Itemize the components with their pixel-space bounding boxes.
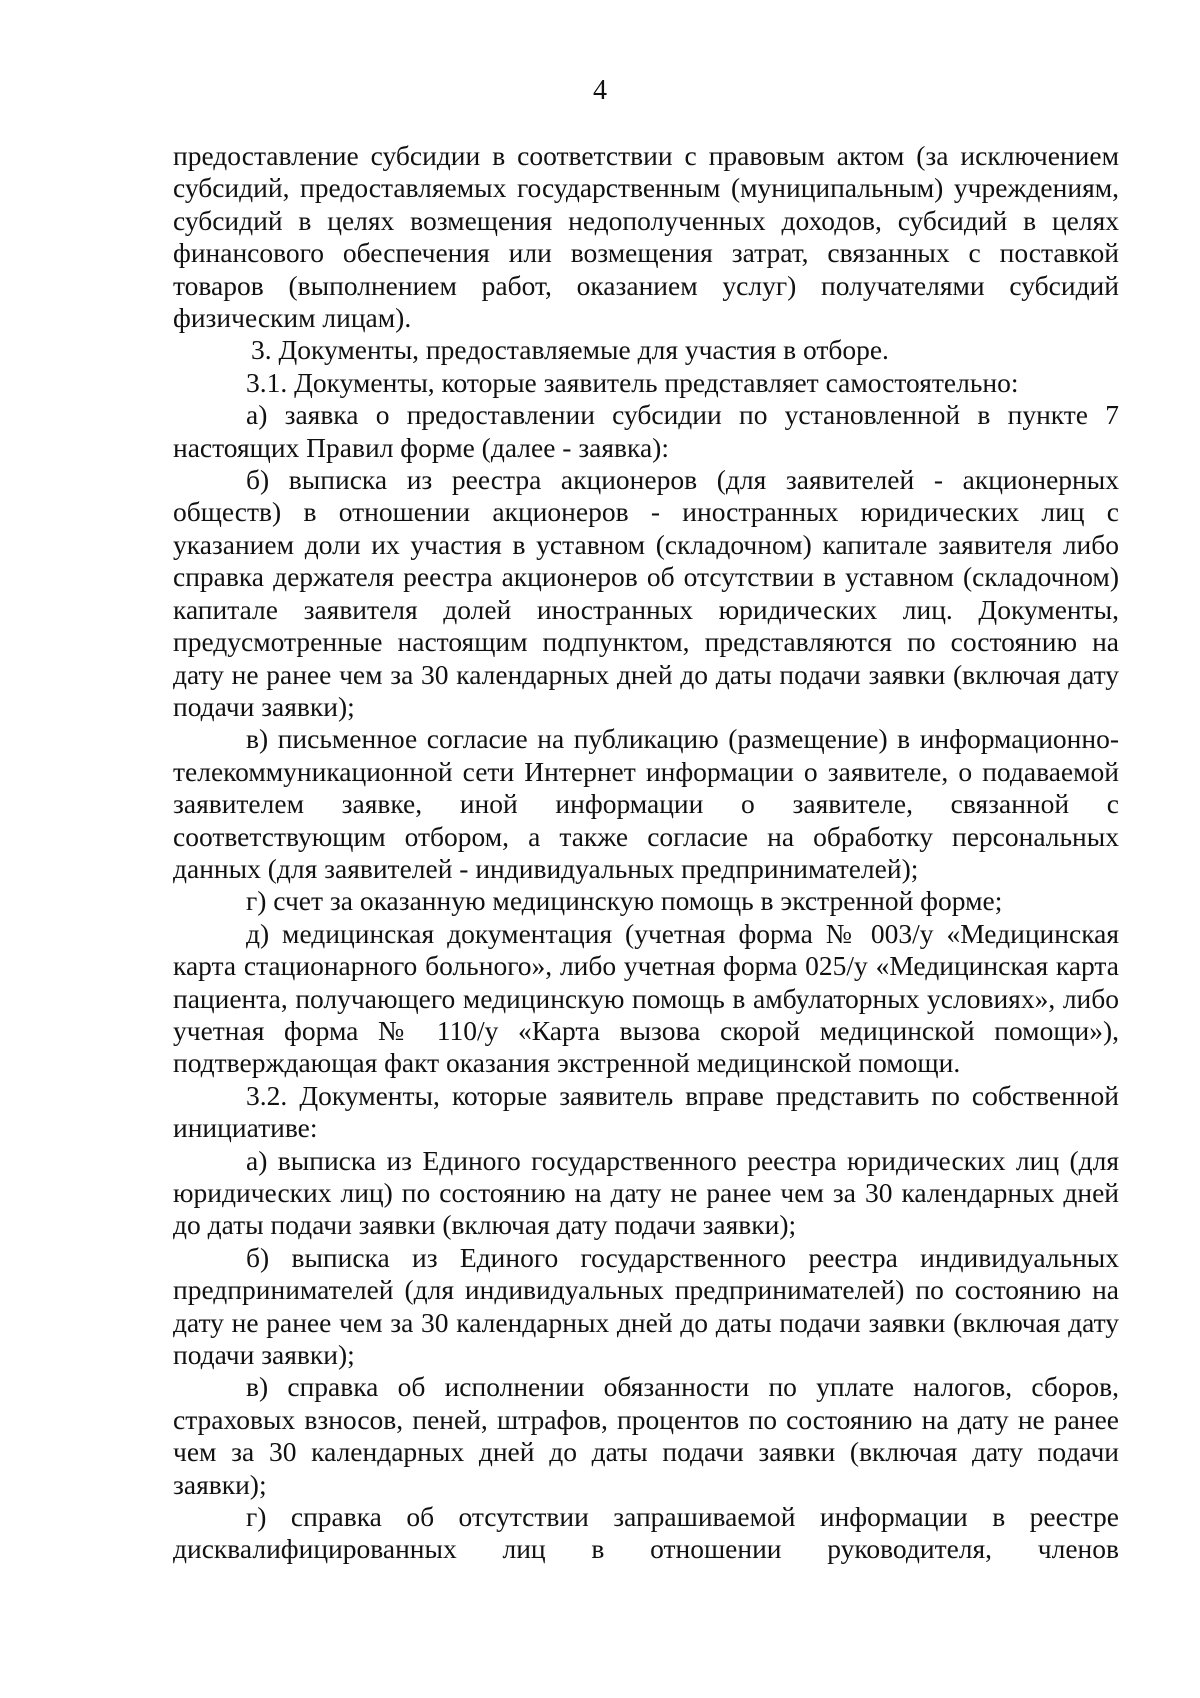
- paragraph-3-1-g: г) счет за оказанную медицинскую помощь в экстренной форме;: [246, 885, 1003, 917]
- paragraph-3-1-b: б) выписка из реестра акционеров (для заявителей - акционерных обществ) в отношении акционеров - иностранных юридических лиц с указанием доли их участия в уставном (складочном) капитале заявителя либо справка держателя реестра акционеров об отсутствии в уставном (складочном) капитале заявителя долей иностранных юридических лиц. Документы, предусмотренные настоящим подпунктом, представляются по состоянию на дату не ранее чем за 30 календарных дней до даты подачи заявки (включая дату подачи заявки);: [173, 464, 1119, 722]
- paragraph-section-3: 3. Документы, предоставляемые для участия в отборе.: [251, 334, 889, 366]
- paragraph-3-2-v: в) справка об исполнении обязанности по уплате налогов, сборов, страховых взносов, пеней, штрафов, процентов по состоянию на дату не ранее чем за 30 календарных дней до даты подачи заявки (включая дату подачи заявки);: [173, 1371, 1119, 1500]
- paragraph-section-3-1: 3.1. Документы, которые заявитель представляет самостоятельно:: [246, 366, 1019, 398]
- page-number: 4: [593, 75, 607, 106]
- paragraph-section-3-2: 3.2. Документы, которые заявитель вправе представить по собственной инициативе:: [173, 1079, 1119, 1144]
- paragraph-3-1-v: в) письменное согласие на публикацию (размещение) в информационно-телекоммуникационной сети Интернет информации о заявителе, о подаваемой заявителем заявке, иной информации о заявителе, связанной с соответствующим отбором, а также согласие на обработку персональных данных (для заявителей - индивидуальных предпринимателей);: [173, 723, 1119, 884]
- paragraph-3-1-a: а) заявка о предоставлении субсидии по установленной в пункте 7 настоящих Правил форме (далее - заявка):: [173, 399, 1119, 463]
- paragraph-3-2-a: а) выписка из Единого государственного реестра юридических лиц (для юридических лиц) по состоянию на дату не ранее чем за 30 календарных дней до даты подачи заявки (включая дату подачи заявки);: [173, 1144, 1119, 1241]
- paragraph-3-1-d: д) медицинская документация (учетная форма № 003/у «Медицинская карта стационарного больного», либо учетная форма 025/у «Медицинская карта пациента, получающего медицинскую помощь в амбулаторных условиях», либо учетная форма № 110/у «Карта вызова скорой медицинской помощи»), подтверждающая факт оказания экстренной медицинской помощи.: [173, 917, 1119, 1079]
- paragraph-3-2-b: б) выписка из Единого государственного реестра индивидуальных предпринимателей (для индивидуальных предпринимателей) по состоянию на дату не ранее чем за 30 календарных дней до даты подачи заявки (включая дату подачи заявки);: [173, 1241, 1119, 1371]
- paragraph-continuation: предоставление субсидии в соответствии с правовым актом (за исключением субсидий, предоставляемых государственным (муниципальным) учреждениям, субсидий в целях возмещения недополученных доходов, субсидий в целях финансового обеспечения или возмещения затрат, связанных с поставкой товаров (выполнением работ, оказанием услуг) получателями субсидий физическим лицам).: [173, 140, 1119, 334]
- paragraph-3-2-g: г) справка об отсутствии запрашиваемой информации в реестре дисквалифицированных лиц в отношении руководителя, членов: [173, 1501, 1119, 1565]
- document-body: [173, 140, 1119, 1566]
